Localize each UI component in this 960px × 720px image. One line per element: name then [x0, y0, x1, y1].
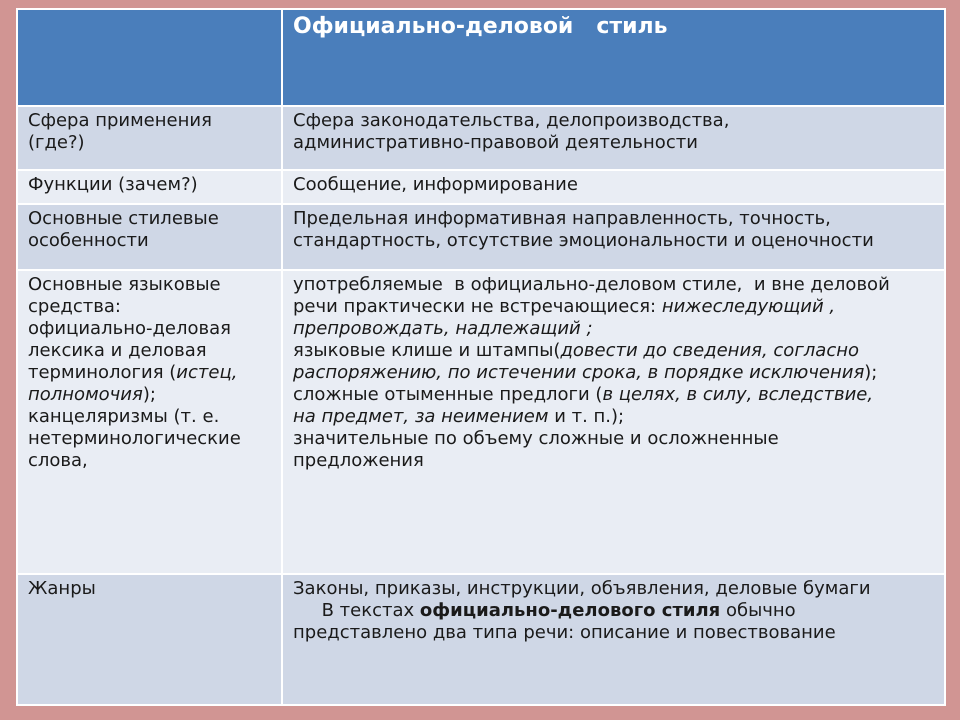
label-line: особенности — [28, 230, 149, 252]
content-line — [293, 296, 934, 318]
content-line: стандартность, отсутствие эмоциональности и оценочности — [293, 230, 874, 252]
italic-example: нижеследующий , — [661, 296, 836, 318]
table-row — [17, 170, 945, 204]
italic-example: в целях, в силу, вследствие, — [602, 384, 874, 406]
content-line: Сфера законодательства, делопроизводства, — [293, 110, 730, 132]
content-cell — [282, 270, 945, 574]
content-line — [293, 362, 934, 384]
text-segment: терминология ( — [28, 362, 177, 384]
content-line: Законы, приказы, инструкции, объявления, деловые бумаги — [293, 577, 871, 599]
content-cell: Сообщение, информирование — [282, 170, 945, 204]
content-line — [293, 406, 934, 428]
label-cell: Жанры — [17, 574, 282, 705]
label-line: канцеляризмы (т. е. — [28, 406, 220, 428]
content-line — [293, 384, 934, 406]
content-cell — [282, 574, 945, 705]
style-comparison-table — [16, 8, 946, 706]
label-line: официально-деловая — [28, 318, 231, 340]
label-line: слова, — [28, 450, 88, 472]
text-segment: и т. п.); — [548, 406, 625, 428]
slide — [16, 8, 944, 706]
content-cell — [282, 106, 945, 170]
text-segment: В текстах — [293, 599, 420, 621]
italic-example: довести до сведения, согласно — [560, 340, 859, 362]
table-row — [17, 574, 945, 705]
header-empty-cell — [17, 9, 282, 106]
label-cell — [17, 204, 282, 270]
text-segment: обычно — [720, 599, 796, 621]
content-line — [293, 340, 934, 362]
label-line: Сфера применения — [28, 110, 212, 132]
content-line: представлено два типа речи: описание и повествование — [293, 621, 836, 643]
italic-example: на предмет, за неимением — [293, 406, 549, 428]
label-line: нетерминологические — [28, 428, 241, 450]
table-header-row — [17, 9, 945, 106]
table-row — [17, 204, 945, 270]
label-line — [28, 384, 271, 406]
label-cell: Функции (зачем?) — [17, 170, 282, 204]
text-segment: ); — [142, 384, 156, 406]
content-line: Предельная информативная направленность, точность, — [293, 208, 831, 230]
content-line: значительные по объему сложные и осложненные — [293, 428, 779, 450]
table-row — [17, 270, 945, 574]
label-line: средства: — [28, 296, 121, 318]
italic-example: распоряжению, по истечении срока, в порядке исключения — [293, 362, 865, 384]
header-title-cell: Официально-деловой стиль — [282, 9, 945, 106]
italic-term: полномочия — [28, 384, 143, 406]
text-segment: речи практически не встречающиеся: — [293, 296, 662, 318]
text-segment: ); — [864, 362, 878, 384]
content-line: употребляемые в официально-деловом стиле, и вне деловой — [293, 274, 890, 296]
label-line: (где?) — [28, 132, 85, 154]
label-line: Основные языковые — [28, 274, 221, 296]
bold-term: официально-делового стиля — [419, 599, 721, 621]
table-row — [17, 106, 945, 170]
content-line: административно-правовой деятельности — [293, 132, 698, 154]
text-segment: языковые клише и штампы( — [293, 340, 561, 362]
content-line — [293, 318, 934, 340]
text-segment: сложные отыменные предлоги ( — [293, 384, 603, 406]
content-line: предложения — [293, 450, 424, 472]
content-line — [293, 600, 934, 622]
label-line — [28, 362, 271, 384]
label-cell — [17, 270, 282, 574]
label-line: лексика и деловая — [28, 340, 207, 362]
content-cell — [282, 204, 945, 270]
italic-example: препровождать, надлежащий ; — [293, 318, 593, 340]
label-cell — [17, 106, 282, 170]
label-line: Основные стилевые — [28, 208, 219, 230]
italic-term: истец, — [176, 362, 238, 384]
